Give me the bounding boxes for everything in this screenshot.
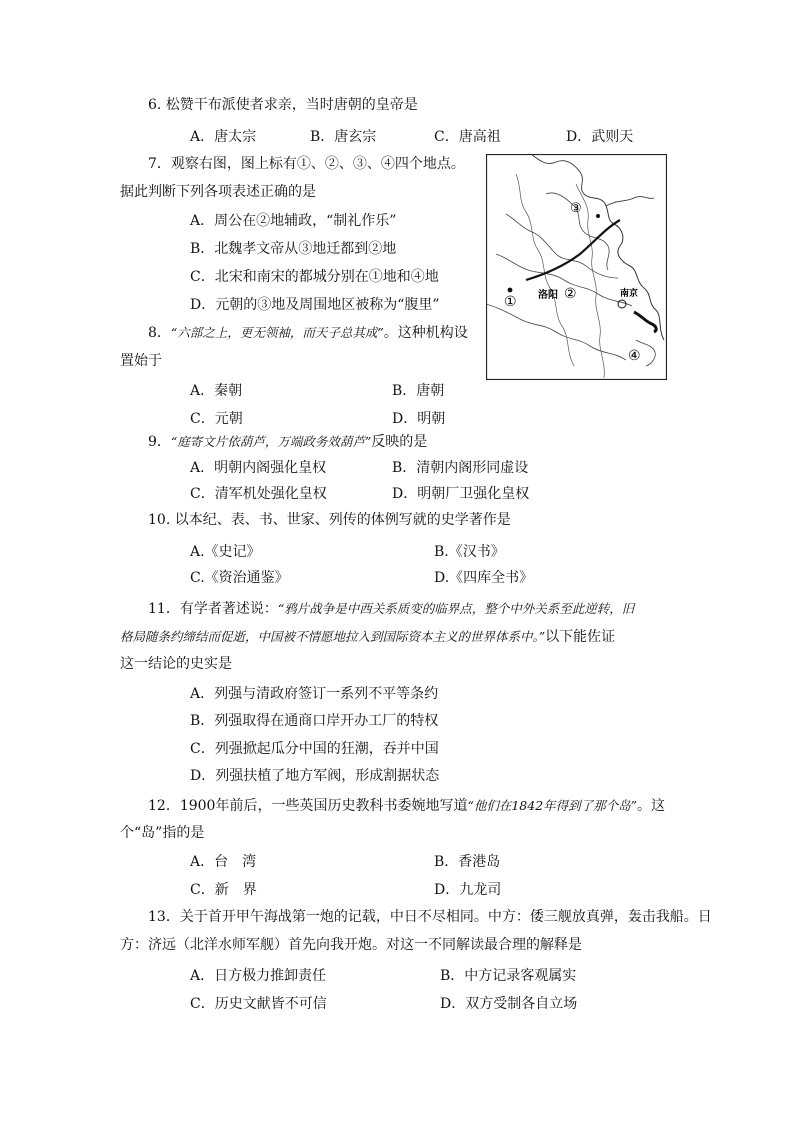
q12-stem-line1 [148, 797, 665, 815]
q9-stem-suffix: 反映的是 [371, 434, 428, 450]
q8-option-c: C．元朝 [190, 411, 243, 427]
q11-option-c: C．列强掀起瓜分中国的狂潮，吞并中国 [190, 741, 439, 757]
q8-quote: “六部之上，更无领袖，而天子总其成” [170, 325, 384, 340]
q8-option-b: B．唐朝 [392, 383, 445, 399]
map-label-3: ③ [570, 201, 582, 216]
q7-option-c: C．北宋和南宋的都城分别在①地和④地 [190, 269, 439, 285]
q10-option-a: A.《史记》 [190, 544, 261, 560]
q13-stem-line1: 13．关于首开甲午海战第一炮的记载，中日不尽相同。中方：倭三舰放真弹，轰击我船。日 [148, 909, 712, 925]
q12-quote: “他们在1842年得到了那个岛” [467, 798, 638, 813]
q11-quote-line2: 格局随条约缔结而促逝，中国被不情愿地拉入到国际资本主义的世界体系中。” [120, 629, 546, 644]
q6-option-d: D．武则天 [566, 129, 634, 145]
q12-option-a: A．台 湾 [190, 854, 257, 870]
q7-option-a: A．周公在②地辅政，“制礼作乐” [190, 213, 397, 229]
q12-stem-line2: 个“岛”指的是 [120, 825, 205, 841]
q11-number: 11．有学者著述说： [148, 601, 278, 617]
q9-number: 9． [148, 434, 171, 450]
q8-stem-suffix: 。这种机构设 [383, 325, 468, 341]
q13-option-a: A．日方极力推卸责任 [190, 968, 327, 984]
q7-stem-line1: 7．观察右图，图上标有①、②、③、④四个地点。 [148, 156, 465, 172]
map-frame [487, 155, 667, 380]
q11-stem-suffix: 以下能佐证 [545, 629, 616, 645]
q11-option-b: B．列强取得在通商口岸开办工厂的特权 [190, 713, 439, 729]
q11-option-a: A．列强与清政府签订一系列不平等条约 [190, 686, 439, 702]
q12-option-d: D．九龙司 [434, 882, 502, 898]
q7-option-b: B．北魏孝文帝从③地迁都到②地 [190, 241, 397, 257]
map-label-1: ① [504, 294, 517, 310]
map-label-2: ② [564, 286, 577, 302]
q11-option-d: D．列强扶植了地方军阀，形成割据状态 [190, 768, 440, 784]
map-label-4: ④ [628, 348, 641, 364]
q7-option-d: D．元朝的③地及周围地区被称为“腹里” [190, 297, 440, 313]
q12-option-b: B．香港岛 [434, 854, 501, 870]
q13-option-c: C．历史文献皆不可信 [190, 996, 327, 1012]
q12-option-c: C．新 界 [190, 882, 257, 898]
q10-option-b: B.《汉书》 [434, 544, 505, 560]
q8-stem-line1 [148, 324, 468, 342]
q10-stem: 10. 以本纪、表、书、世家、列传的体例写就的史学著作是 [148, 512, 511, 528]
map-dot-1 [508, 288, 513, 293]
map-label-nanjing: 南京 [620, 289, 639, 299]
q10-option-d: D.《四库全书》 [434, 570, 534, 586]
historical-map [486, 154, 667, 380]
q9-option-b: B．清朝内阁形同虚设 [392, 460, 529, 476]
q6-option-b: B．唐玄宗 [310, 129, 377, 145]
q8-option-a: A．秦朝 [190, 383, 243, 399]
q7-stem-line2: 据此判断下列各项表述正确的是 [120, 184, 316, 200]
q13-option-b: B．中方记录客观属实 [440, 968, 577, 984]
q9-option-a: A．明朝内阁强化皇权 [190, 460, 327, 476]
map-label-luoyang: 洛阳 [538, 290, 558, 301]
q8-stem-line2: 置始于 [120, 353, 162, 369]
q6-stem: 6. 松赞干布派使者求亲，当时唐朝的皇帝是 [148, 97, 418, 113]
q9-option-d: D．明朝厂卫强化皇权 [392, 486, 530, 502]
q8-number: 8． [148, 325, 171, 341]
q13-option-d: D．双方受制各自立场 [440, 996, 578, 1012]
q12-stem-prefix: 12．1900年前后，一些英国历史教科书委婉地写道 [148, 798, 468, 814]
q10-option-c: C.《资治通鉴》 [190, 570, 289, 586]
q8-option-d: D．明朝 [392, 411, 446, 427]
q9-stem [148, 433, 427, 451]
q6-option-c: C．唐高祖 [434, 129, 501, 145]
q11-quote-line1: “鸦片战争是中西关系质变的临界点，整个中外关系至此逆转，旧 [277, 601, 635, 616]
map-dot-3 [596, 214, 600, 218]
q9-quote: “庭寄文片依葫芦，万端政务效葫芦” [170, 434, 372, 449]
q11-stem-line1 [148, 600, 634, 618]
q13-stem-line2: 方：济远（北洋水师军舰）首先向我开炮。对这一不同解读最合理的解释是 [120, 937, 582, 953]
q11-stem-line3: 这一结论的史实是 [120, 656, 232, 672]
q9-option-c: C．清军机处强化皇权 [190, 486, 327, 502]
q6-option-a: A．唐太宗 [190, 129, 257, 145]
q12-stem-suffix: 。这 [637, 798, 666, 814]
q11-stem-line2 [120, 628, 615, 646]
